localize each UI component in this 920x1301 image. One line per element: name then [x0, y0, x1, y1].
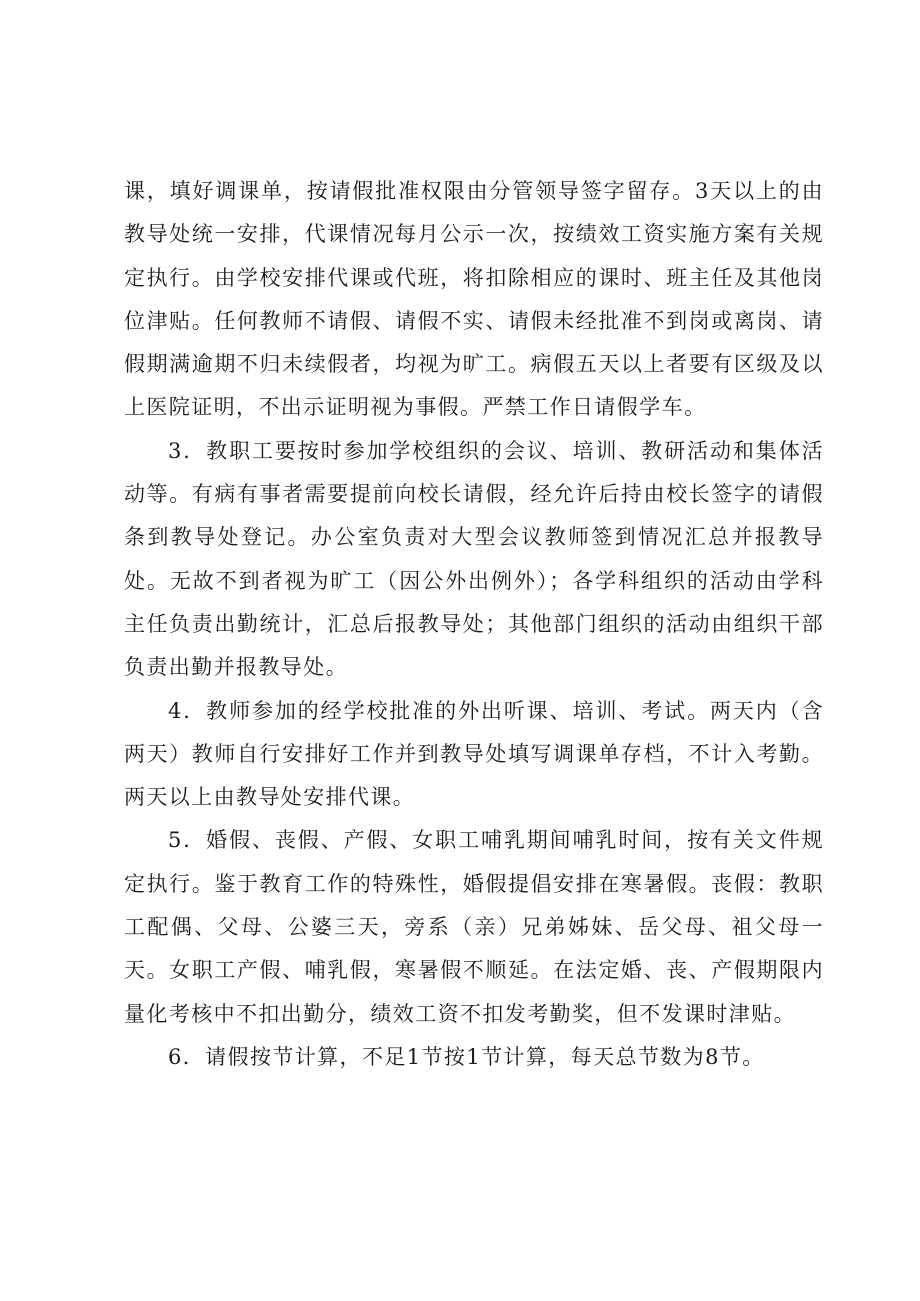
document-body — [124, 170, 824, 1079]
paragraph-item-5-special-leave: 5．婚假、丧假、产假、女职工哺乳期间哺乳时间，按有关文件规定执行。鉴于教育工作的特殊性，婚假提倡安排在寒暑假。丧假：教职工配偶、父母、公婆三天，旁系（亲）兄弟姊妹、岳父母、祖父母一天。女职工产假、哺乳假，寒暑假不顺延。在法定婚、丧、产假期限内量化考核中不扣出勤分，绩效工资不扣发考勤奖，但不发课时津贴。 — [124, 828, 824, 1026]
paragraph-item-6-leave-calculation: 6．请假按节计算，不足1节按1节计算，每天总节数为8节。 — [168, 1044, 765, 1069]
paragraph-item-3-meetings: 3．教职工要按时参加学校组织的会议、培训、教研活动和集体活动等。有病有事者需要提前向校长请假，经允许后持由校长签字的请假条到教导处登记。办公室负责对大型会议教师签到情况汇总并报教导处。无故不到者视为旷工（因公外出例外）；各学科组织的活动由学科主任负责出勤统计，汇总后报教导处；其他部门组织的活动由组织干部负责出勤并报教导处。 — [124, 438, 824, 680]
paragraph-item-4-external-training: 4．教师参加的经学校批准的外出听课、培训、考试。两天内（含两天）教师自行安排好工作并到教导处填写调课单存档，不计入考勤。两天以上由教导处安排代课。 — [124, 698, 824, 810]
paragraph-leave-rules-continued: 课，填好调课单，按请假批准权限由分管领导签字留存。3天以上的由教导处统一安排，代课情况每月公示一次，按绩效工资实施方案有关规定执行。由学校安排代课或代班，将扣除相应的课时、班主任及其他岗位津贴。任何教师不请假、请假不实、请假未经批准不到岗或离岗、请假期满逾期不归未续假者，均视为旷工。病假五天以上者要有区级及以上医院证明，不出示证明视为事假。严禁工作日请假学车。 — [124, 179, 824, 420]
